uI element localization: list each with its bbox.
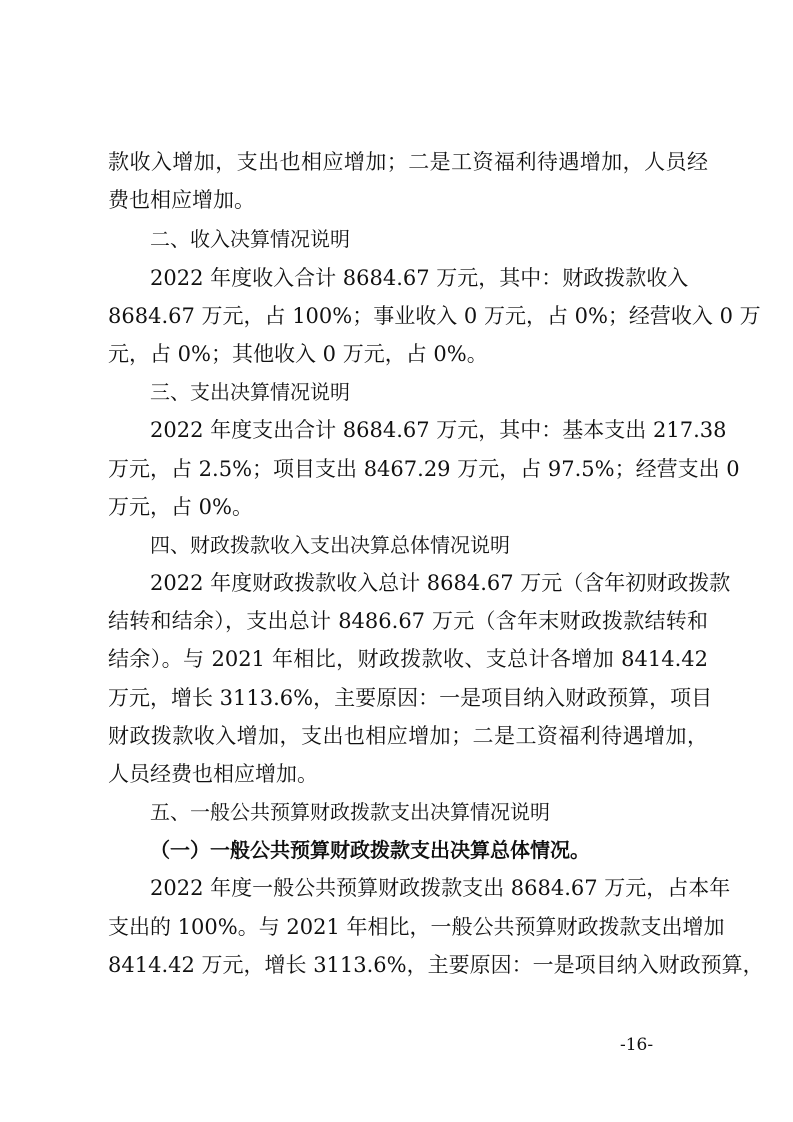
paragraph-line: 财政拨款收入增加，支出也相应增加；二是工资福利待遇增加， xyxy=(108,724,708,748)
paragraph-line: 2022 年度一般公共预算财政拨款支出 8684.67 万元，占本年 xyxy=(150,876,731,900)
paragraph-line: 2022 年度支出合计 8684.67 万元，其中：基本支出 217.38 xyxy=(150,418,727,442)
section-heading-expenditure: 三、支出决算情况说明 xyxy=(150,380,350,404)
paragraph-line: 支出的 100%。与 2021 年相比，一般公共预算财政拨款支出增加 xyxy=(108,915,725,939)
section-heading-income: 二、收入决算情况说明 xyxy=(150,227,350,251)
section-heading-general-budget: 五、一般公共预算财政拨款支出决算情况说明 xyxy=(150,800,550,824)
paragraph-line: 结转和结余），支出总计 8486.67 万元（含年末财政拨款结转和 xyxy=(108,609,708,633)
paragraph-line: 结余）。与 2021 年相比，财政拨款收、支总计各增加 8414.42 xyxy=(108,647,708,671)
paragraph-line: 8684.67 万元，占 100%；事业收入 0 万元，占 0%；经营收入 0 万 xyxy=(108,304,761,328)
paragraph-line: 8414.42 万元，增长 3113.6%，主要原因：一是项目纳入财政预算， xyxy=(108,953,764,977)
paragraph-line: 2022 年度收入合计 8684.67 万元，其中：财政拨款收入 xyxy=(150,266,689,290)
paragraph-line: 款收入增加，支出也相应增加；二是工资福利待遇增加，人员经 xyxy=(108,150,708,174)
paragraph-line: 人员经费也相应增加。 xyxy=(108,762,318,786)
paragraph-line: 万元，占 0%。 xyxy=(108,495,253,519)
paragraph-line: 元，占 0%；其他收入 0 万元，占 0%。 xyxy=(108,342,488,366)
subsection-heading-overall: （一）一般公共预算财政拨款支出决算总体情况。 xyxy=(150,838,590,862)
paragraph-line: 万元，增长 3113.6%，主要原因：一是项目纳入财政预算，项目 xyxy=(108,686,713,710)
paragraph-line: 万元，占 2.5%；项目支出 8467.29 万元，占 97.5%；经营支出 0 xyxy=(108,457,740,481)
paragraph-line: 费也相应增加。 xyxy=(108,188,255,212)
page-number: -16- xyxy=(620,1035,654,1055)
section-heading-fiscal-appropriation: 四、财政拨款收入支出决算总体情况说明 xyxy=(150,533,510,557)
paragraph-line: 2022 年度财政拨款收入总计 8684.67 万元（含年初财政拨款 xyxy=(150,571,731,595)
